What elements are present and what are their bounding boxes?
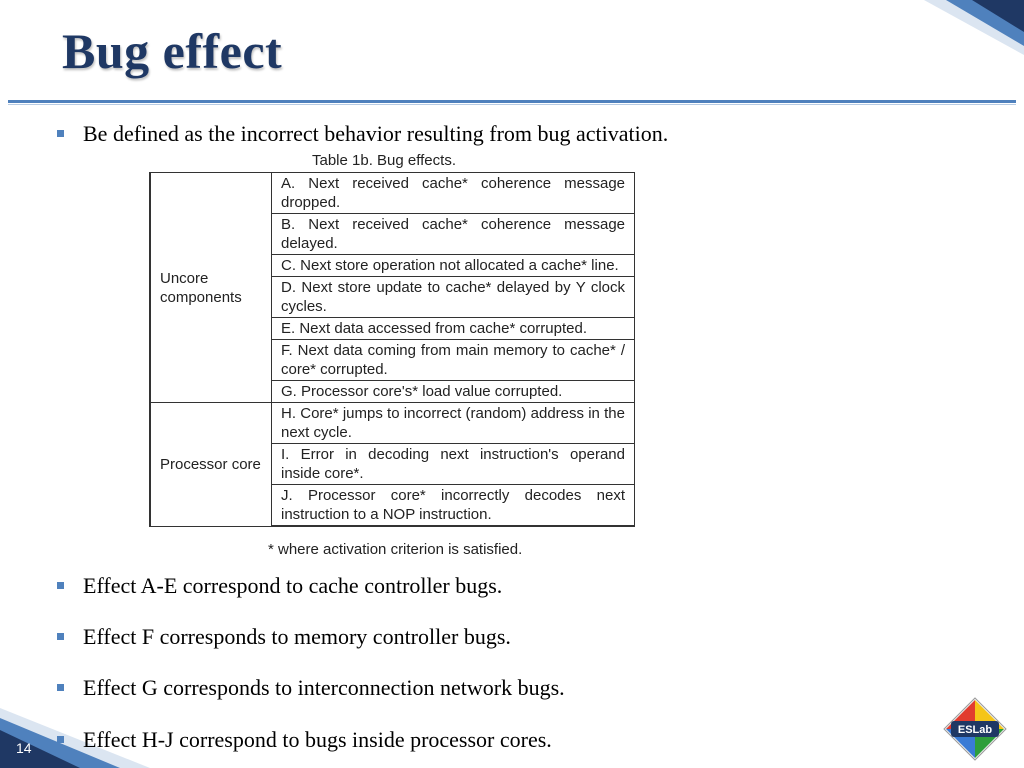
table-footnote: * where activation criterion is satisfied. — [268, 541, 523, 558]
title-divider — [8, 100, 1016, 103]
effect-cell: C. Next store operation not allocated a cache* line. — [272, 255, 635, 277]
slide-title: Bug effect — [62, 23, 283, 79]
effect-cell: H. Core* jumps to incorrect (random) address in the next cycle. — [272, 403, 635, 444]
eslab-logo — [942, 696, 1008, 762]
bullet-item — [57, 727, 552, 753]
bullet-text: Effect F corresponds to memory controller bugs. — [83, 624, 511, 649]
bullet-text: Effect H-J correspond to bugs inside processor cores. — [83, 727, 552, 752]
bullet-item — [57, 624, 511, 650]
bullet-text: Effect G corresponds to interconnection network bugs. — [83, 675, 565, 700]
logo-text: ESLab — [957, 724, 993, 736]
table-row — [150, 403, 635, 444]
effect-cell: E. Next data accessed from cache* corrupted. — [272, 318, 635, 340]
bullet-item — [57, 573, 502, 599]
effect-cell: A. Next received cache* coherence message dropped. — [272, 173, 635, 214]
bullet-square-icon — [57, 633, 64, 640]
table-row — [150, 173, 635, 214]
corner-decoration-top-right — [884, 0, 1024, 60]
effect-cell: G. Processor core's* load value corrupted. — [272, 381, 635, 403]
bullet-square-icon — [57, 736, 64, 743]
table-caption: Table 1b. Bug effects. — [312, 152, 456, 169]
effect-cell: D. Next store update to cache* delayed by Y clock cycles. — [272, 277, 635, 318]
bullet-square-icon — [57, 684, 64, 691]
bullet-square-icon — [57, 130, 64, 137]
effect-cell: I. Error in decoding next instruction's operand inside core*. — [272, 444, 635, 485]
title-divider-shadow — [8, 104, 1016, 105]
bullet-square-icon — [57, 582, 64, 589]
bullet-item — [57, 675, 565, 701]
page-number: 14 — [16, 740, 32, 756]
group-label-uncore: Uncore components — [150, 173, 272, 403]
effect-cell: F. Next data coming from main memory to cache* / core* corrupted. — [272, 340, 635, 381]
intro-bullet-text: Be defined as the incorrect behavior resulting from bug activation. — [83, 121, 669, 146]
group-label-processor-core: Processor core — [150, 403, 272, 527]
effect-cell: B. Next received cache* coherence message delayed. — [272, 214, 635, 255]
intro-bullet — [57, 121, 668, 147]
effect-cell: J. Processor core* incorrectly decodes next instruction to a NOP instruction. — [272, 485, 635, 527]
bug-effects-table — [149, 172, 635, 527]
bullet-text: Effect A-E correspond to cache controller bugs. — [83, 573, 503, 598]
